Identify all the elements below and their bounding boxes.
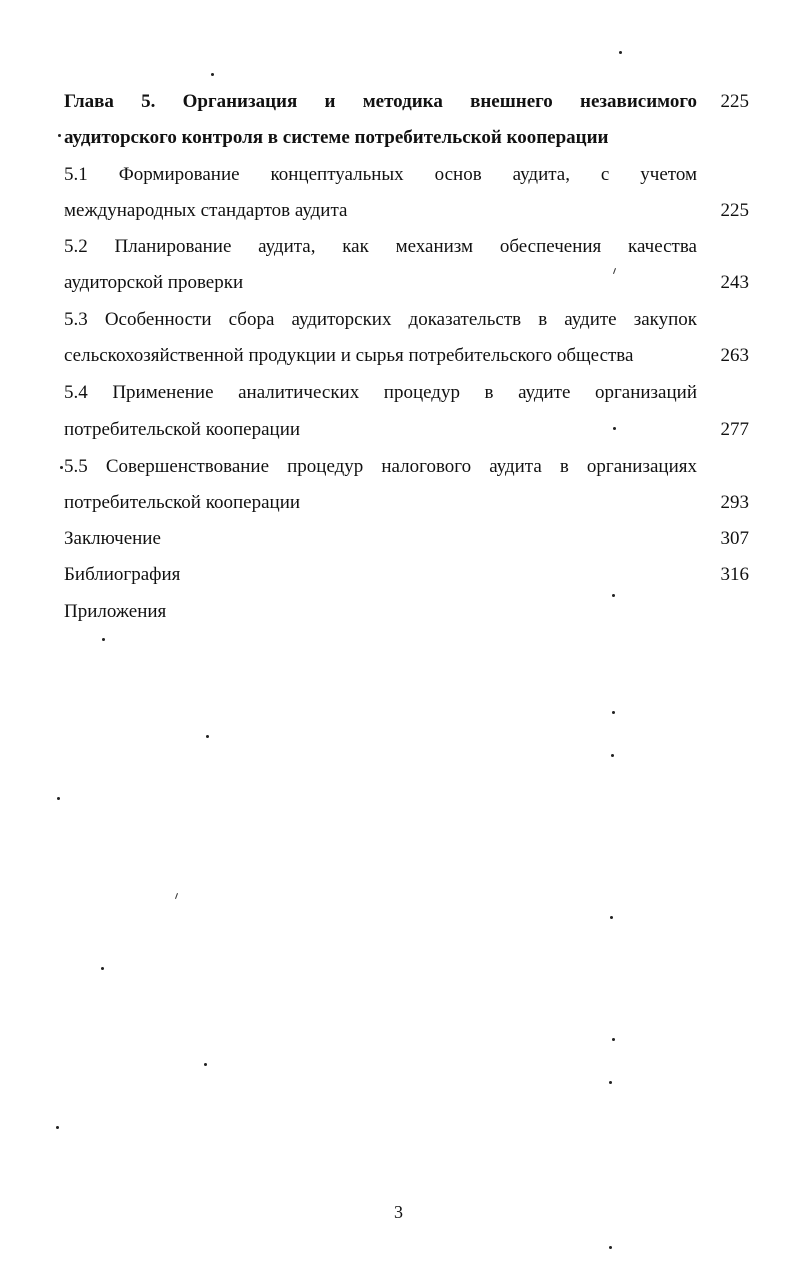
scan-speck <box>58 134 61 137</box>
scan-speck <box>102 638 105 641</box>
scan-speck <box>609 1081 612 1084</box>
toc-entry-page: 263 <box>720 345 749 366</box>
scan-speck <box>612 594 615 597</box>
scan-speck <box>204 1063 207 1066</box>
scan-speck <box>206 735 209 738</box>
scan-mark <box>613 268 616 274</box>
toc-entry-page: 277 <box>720 419 749 440</box>
scan-speck <box>611 754 614 757</box>
toc-entry-title: 5.2 Планирование аудита, как механизм обеспечения качества <box>64 236 697 257</box>
toc-entry-title: Заключение <box>64 528 161 549</box>
scan-mark <box>175 893 178 899</box>
toc-entry-page: 243 <box>720 272 749 293</box>
toc-entry-page: 225 <box>720 91 749 112</box>
toc-entry-page: 293 <box>720 492 749 513</box>
scan-speck <box>610 916 613 919</box>
toc-entry-title: Приложения <box>64 601 167 622</box>
toc-entry-title-cont: сельскохозяйственной продукции и сырья потребительского общества <box>64 345 634 366</box>
toc-entry-title-cont: аудиторского контроля в системе потребительской кооперации <box>64 127 609 148</box>
toc-entry-title: 5.3 Особенности сбора аудиторских доказательств в аудите закупок <box>64 309 697 330</box>
toc-entry-title: Глава 5. Организация и методика внешнего независимого <box>64 91 697 112</box>
toc-entry-page: 225 <box>720 200 749 221</box>
toc-entry-title: 5.1 Формирование концептуальных основ аудита, с учетом <box>64 164 697 185</box>
toc-entry-title: Библиография <box>64 564 181 585</box>
page-number: 3 <box>394 1202 403 1222</box>
toc-entry-title-cont: потребительской кооперации <box>64 419 301 440</box>
toc-entry-title: 5.5 Совершенствование процедур налогового аудита в организациях <box>64 456 697 477</box>
scan-speck <box>60 466 63 469</box>
scan-speck <box>609 1246 612 1249</box>
toc-entry-title-cont: аудиторской проверки <box>64 272 244 293</box>
scan-speck <box>613 427 616 430</box>
scan-speck <box>56 1126 59 1129</box>
scan-speck <box>612 1038 615 1041</box>
toc-entry-page: 307 <box>720 528 749 549</box>
toc-entry-page: 316 <box>720 564 749 585</box>
toc-entry-title-cont: потребительской кооперации <box>64 492 301 513</box>
scan-speck <box>211 73 214 76</box>
scan-speck <box>612 711 615 714</box>
scan-speck <box>619 51 622 54</box>
toc-entry-title: 5.4 Применение аналитических процедур в аудите организаций <box>64 382 697 403</box>
scan-speck <box>57 797 60 800</box>
scan-speck <box>101 967 104 970</box>
toc-entry-title-cont: международных стандартов аудита <box>64 200 348 221</box>
